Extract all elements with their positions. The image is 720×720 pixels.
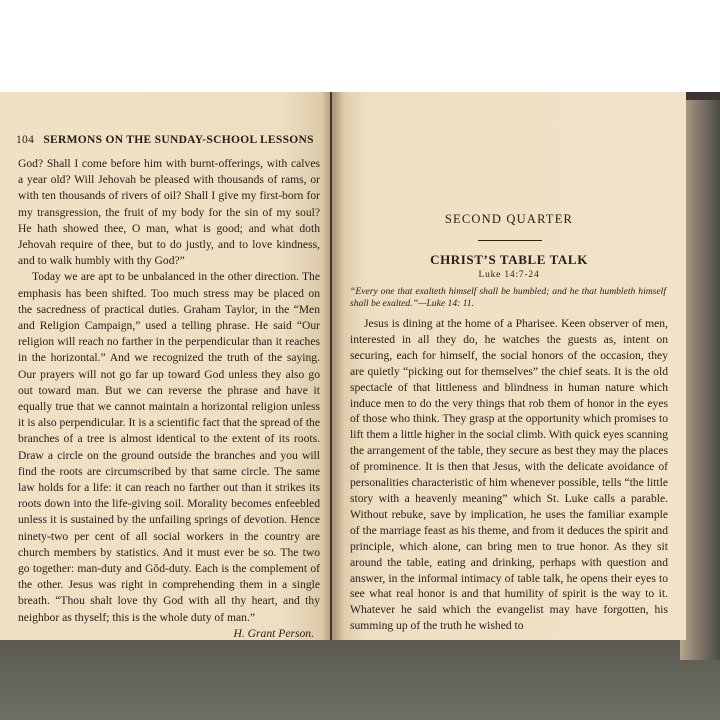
page-number: 104 — [16, 134, 35, 146]
lesson-title: CHRIST’S TABLE TALK — [430, 252, 588, 267]
right-page-body — [350, 316, 668, 634]
left-page-body — [18, 156, 320, 640]
running-head-title: SERMONS ON THE SUNDAY-SCHOOL LESSONS — [43, 134, 314, 146]
book-page-edges — [680, 100, 720, 660]
right-page — [332, 92, 686, 640]
section-heading: SECOND QUARTER — [444, 212, 574, 226]
right-paragraph-1: Jesus is dining at the home of a Pharisee. Keen observer of men, interested in all they do, he watches the guests as, intent on securing, each for himself, the social honors of the occasion, they are quietly “picking out for themselves” the chief seats. It is the old spectacle of that littleness and blindness in human nature which induce men to do the very things that rob them of honor in the eyes of those who think. They grasp at the opportunity which promises to lift them a little higher in the social climb. With quick eyes scanning the arrangement of the table, they secure as best they may the places of prominence. It is then that Jesus, with the delicate avoidance of personalities characteristic of him whenever possible, tells “the little story with a heavenly meaning” which St. Luke calls a parable. Without rebuke, save by implication, he uses the familiar example of the marriage feast as his theme, and from it deduces the spirit and principle, which alone, can bring men to true honor. As they sit around the table, eating and drinking, perhaps with question and answer, in the informal intimacy of table talk, he opens their eyes to see what real honor is and that humility of spirit is the way to it. Whatever he said which the evangelist may have forgotten, his summing up of the truth he wished to — [350, 317, 668, 633]
epigraph-quote: “Every one that exalteth himself shall be humbled; and he that humbleth himself shall be exalted.”—Luke 14: 11. — [350, 286, 666, 309]
scripture-reference: Luke 14:7-24 — [478, 270, 540, 280]
running-head — [16, 134, 316, 146]
book-gutter — [322, 92, 344, 640]
left-paragraph-2: Today we are apt to be unbalanced in the other direction. The emphasis has been shifted. Too much stress may be placed on the sacredness of practical duties. Graham Taylor, in the “Men and Religion Campaign,” used a telling phrase. He said “Our religion will reach no farther in the perpendicular than it reaches in the horizontal.” And we recognized the truth of the saying. Our prayers will not go far up toward God unless they also go out toward man. But we can reverse the phrase and have it equally true that we cannot maintain a horizontal religion unless it is also perpendicular. It is a scientific fact that the spread of the branches of a tree is almost identical to the extent of its roots. Draw a circle on the ground outside the branches and you will find the roots are circumscribed by that same circle. The same law holds for a life: it can reach no farther out than it strikes its roots down into the life-giving soil. Morality becomes enfeebled unless it is sustained by the unfailing springs of devotion. Hence ninety-two per cent of all social workers in the country are church members by statistics. And it must ever be so. The two go together: man-duty and Gŏd-duty. Each is the complement of the other. Jesus was right in comprehending them in a single breath. “Thou shalt love thy God with all thy heart, and thy neighbor as thyself; this is the whole duty of man.” — [18, 270, 320, 624]
left-page — [0, 92, 330, 640]
left-paragraph-1: God? Shall I come before him with burnt-offerings, with calves a year old? Will Jehovah be pleased with thousands of rams, or with ten thousands of rivers of oil? Shall I give my first-born for my transgression, the fruit of my body for the sin of my soul? He hath showed thee, O man, what is good; and what doth Jehovah require of thee, but to do justly, and to love kindness, and to walk humbly with thy God?” — [18, 157, 320, 268]
author-signature: H. Grant Person. — [233, 626, 314, 640]
table-surface — [0, 640, 720, 720]
heading-divider — [478, 240, 542, 241]
